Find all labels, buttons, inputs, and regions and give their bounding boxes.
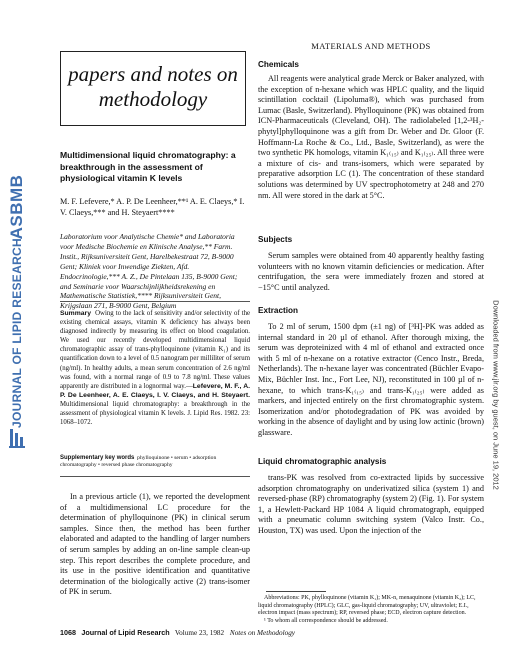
section-title-line1: papers and notes on <box>68 62 238 86</box>
divider <box>60 476 250 477</box>
journal-name-vertical: JOURNAL OF LIPID RESEARCH <box>10 238 24 428</box>
page-number: 1068 <box>60 628 76 637</box>
divider <box>60 301 250 302</box>
footnotes <box>258 595 484 626</box>
footnote-rule <box>266 591 326 592</box>
summary-text: Owing to the lack of sensitivity and/or selectivity of the existing chemical assays, vitamin K deficiency has always been diagnosed indirectly by measuring its effect on blood coagulation. We used our recently developed multidimensional liquid chromatographic assay of trans-phylloquinone (vitamin K₁) and its quantification down to a level of 0.5 nanogram per milliliter of serum (ng/ml). In healthy adults, a mean serum concentration of 2.6 ng/ml was found, with a normal range of 0.9 to 7.8 ng/ml. These values apparently are distributed in a lognormal way.— <box>60 310 250 390</box>
subheading-chemicals: Chemicals <box>258 60 299 69</box>
summary-abstract <box>60 309 250 427</box>
subheading-lc: Liquid chromatographic analysis <box>258 457 387 466</box>
lc-paragraph: trans-PK was resolved from co-extracted lipids by successive adsorption chromatography on underivatized silica (system 1) and reversed-phase (RP) chromatography (system 2) (Fig. 1). For system 1, a Hewlett-Packard HP 1084 A liquid chromatograph, equipped with a pneumatic column switching system (Valco Instr. Co., Houston, TX) was used. Upon the injection of the <box>258 473 484 535</box>
asbmb-logo: ASBMB <box>7 174 26 240</box>
extraction-paragraph: To 2 ml of serum, 1500 dpm (±1 ng) of [³H]-PK was added as internal standard in 20 µl of ethanol. After thorough mixing, the serum was deproteinized with 4 ml of ethanol and extracted once with 5 ml of n-hexane on a rotative extractor (Cenco Instr., Breda, Netherlands). The n-hexane layer was concentrated (Büchler Evapo-Mix, Büchler Inst. Inc., Fort Lee, NJ), reconstituted in 100 µl of n-hexane, to which trans-K₁₍₁₅₎ and trans-K₁₍₂₅₎ were added as markers, and injected entirely on the first chromatographic system. Isomerization and/or photodegradation of PK was avoided by working in the absence of daylight and by using low actinic (brown) glassware. <box>258 322 484 437</box>
journal-sidebar <box>0 0 36 661</box>
intro-paragraph: In a previous article (1), we reported the development of a multidimensional LC procedure for the determination of phylloquinone (PK) in clinical serum samples. Since then, the method has been further elaborated and adapted to the handling of larger numbers of serum samples by adding an on-line sample clean-up step. This report describes the complete procedure, and its use in the positive identification and quantitative determination of the biologically active (2) trans-isomer of PK in serum. <box>60 492 250 597</box>
summary-citation: Lefevere, M. F., A. P. De Leenheer, A. E. Claeys, I. V. Claeys, and H. Steyaert. <box>60 382 250 399</box>
author-list: M. F. Lefevere,* A. P. De Leenheer,**¹ A. E. Claeys,* I. V. Claeys,*** and H. Steyaert**** <box>60 197 245 217</box>
subheading-subjects: Subjects <box>258 235 293 244</box>
keywords <box>60 455 250 469</box>
footer-section: Notes on Methodology <box>229 629 295 637</box>
footnote-abbreviations: Abbreviations: PK, phylloquinone (vitamin K₁); MK-n, menaquinone (vitamin K₂); LC, liquid chromatography (HPLC); GLC, gas-liquid chromatography; UV, ultraviolet; E.I., electron impact (mass spectrum); RP, reversed phase; ECD, electron capture detection. <box>258 595 476 617</box>
download-notice: Downloaded from www.jlr.org by guest, on June 19, 2012 <box>491 300 501 490</box>
footer-volume: Volume 23, 1982 <box>174 629 225 637</box>
footer-journal: Journal of Lipid Research <box>81 628 170 637</box>
summary-label: Summary <box>60 310 91 317</box>
chemicals-paragraph: All reagents were analytical grade Merck or Baker analyzed, with the exception of n-hexane which was HPLC quality, and the liquid scintillation cocktail (Lipoluma®), which was purchased from Lumac (Basle, Switzerland). Phylloquinone (PK) was obtained from ICN-Pharmaceuticals (Cleveland, OH). The radiolabeled [1,2-³H₂-phytyl]phylloquinone was a gift from Dr. Weber and Dr. Gloor (F. Hoffmann-La Roche & Co., Ltd., Basle, Switzerland), as were the two synthetic PK homologs, vitamin K₁₍₁₅₎ and K₁₍₂₅₎. All three were a mixture of cis- and trans-isomers, which were separated by preparative adsorption LC (1). The concentration of these standard solutions was determined by UV spectrophotometry at 248 and 270 nm. All were stored in the dark at 5°C. <box>258 74 484 200</box>
journal-logo-icon <box>8 427 26 449</box>
article-title: Multidimensional liquid chromatography: a breakthrough in the assessment of physiological vitamin K levels <box>60 150 236 183</box>
keywords-text: phylloquinone • serum • adsorption chromatography • reversed phase chromatography <box>60 455 217 469</box>
section-heading: MATERIALS AND METHODS <box>311 41 431 51</box>
section-title-box <box>60 51 246 126</box>
subheading-extraction: Extraction <box>258 306 299 315</box>
affiliations: Laboratorium voor Analytische Chemie* and Laboratoria voor Medische Biochemie en Klinische Analyse,** Farm. Instit., Rijksuniversiteit Gent, Harelbekestraat 72, B-9000 Gent; Kliniek voor Inwendige Ziekten, Afd. Endocrinologie,*** A. Z., De Pintelaan 135, B-9000 Gent; and Seminarie voor Waarschijnlijkheidsrekening en Mathematische Statistiek,**** Rijksuniversiteit Gent, Krijgslaan 271, B-9000 Gent, Belgium <box>60 232 238 311</box>
keywords-label: Supplementary key words <box>60 455 135 461</box>
page-footer <box>60 628 490 637</box>
subjects-paragraph: Serum samples were obtained from 40 apparently healthy fasting volunteers with no known vitamin deficiencies or medication. After centrifugation, the sera were immediately frozen and stored at −15°C until analyzed. <box>258 251 484 292</box>
section-title-line2: methodology <box>98 87 208 111</box>
footnote-correspondence: ¹ To whom all correspondence should be addressed. <box>264 618 388 625</box>
summary-tail: Multidimensional liquid chromatography: a breakthrough in the assessment of physiological vitamin K levels. J. Lipid Res. 1982. 23: 1068–1072. <box>60 400 250 427</box>
